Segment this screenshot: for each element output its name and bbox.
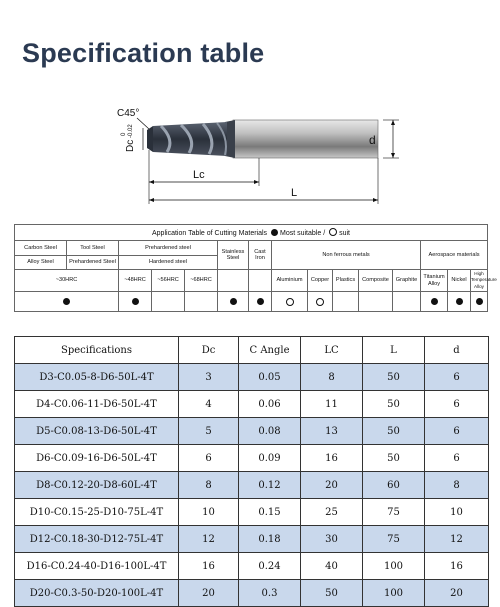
table-row: D20-C0.3-50-D20-100L-4T 20 0.3 50 100 20 — [15, 580, 489, 607]
table-row: D10-C0.15-25-D10-75L-4T 10 0.15 25 75 10 — [15, 499, 489, 526]
suit-ring-icon — [329, 228, 337, 236]
group-tool: Tool Steel — [67, 241, 119, 255]
page-title: Specification table — [22, 38, 265, 68]
l-label: L — [291, 187, 298, 199]
suitable-dot-icon — [257, 298, 264, 305]
sub-hardened: Hardened steel — [119, 255, 218, 269]
group-aerospace: Aerospace materials — [421, 241, 488, 270]
shank — [233, 120, 378, 158]
header-d: d — [425, 337, 489, 364]
header-dc: Dc — [179, 337, 239, 364]
sub-graphite: Graphite — [393, 270, 421, 292]
most-suitable-dot-icon — [271, 229, 278, 236]
suitable-dot-icon — [63, 298, 70, 305]
application-title: Application Table of Cutting Materials Most suitable / suit — [15, 225, 488, 241]
dc-tol: -0.02 — [128, 124, 134, 138]
table-row: D12-C0.18-30-D12-75L-4T 12 0.18 30 75 12 — [15, 526, 489, 553]
header-specifications: Specifications — [15, 337, 179, 364]
chamfer-label: C45° — [117, 108, 140, 119]
table-row: D6-C0.09-16-D6-50L-4T 6 0.09 16 50 6 — [15, 445, 489, 472]
application-table — [14, 224, 497, 312]
sub-titanium: Titanium Alloy — [421, 270, 448, 292]
table-row: D8-C0.12-20-D8-60L-4T 8 0.12 20 60 8 — [15, 472, 489, 499]
suitable-dot-icon — [456, 298, 463, 305]
group-carbon: Carbon Steel — [15, 241, 67, 255]
hardness-68: ~68HRC — [185, 270, 218, 292]
suit-ring-icon — [286, 298, 294, 306]
dc-tol-zero: 0 — [121, 132, 127, 136]
table-row: D4-C0.06-11-D6-50L-4T 4 0.06 11 50 6 — [15, 391, 489, 418]
header-c-angle: C Angle — [239, 337, 301, 364]
table-row: D16-C0.24-40-D16-100L-4T 16 0.24 40 100 16 — [15, 553, 489, 580]
dc-label: Dc — [125, 139, 136, 152]
sub-aluminium: Aluminium — [272, 270, 308, 292]
d-label: d — [369, 133, 376, 147]
sub-prehardened: Prehardened Steel — [67, 255, 119, 269]
hardness-30: ~30HRC — [15, 270, 119, 292]
header-l: L — [363, 337, 425, 364]
suit-ring-icon — [316, 298, 324, 306]
sub-plastics: Plastics — [333, 270, 359, 292]
group-cast: Cast Iron — [249, 241, 272, 270]
specifications-table — [14, 336, 488, 607]
sub-composite: Composite — [359, 270, 393, 292]
group-nonferrous: Non ferrous metals — [272, 241, 421, 270]
spec-header-row — [15, 337, 489, 364]
hardness-56: ~56HRC — [152, 270, 185, 292]
tool-tip — [147, 126, 153, 152]
sub-nickel: Nickel — [448, 270, 471, 292]
sub-copper: Copper — [308, 270, 333, 292]
sub-alloy: Alloy Steel — [15, 255, 67, 269]
hardness-48: ~48HRC — [119, 270, 152, 292]
group-stainless: Stainless Steel — [218, 241, 249, 270]
end-mill-drawing — [105, 100, 405, 210]
group-prehardened: Prehardened steel — [119, 241, 218, 255]
suitable-dot-icon — [230, 298, 237, 305]
lc-label: Lc — [193, 169, 205, 181]
table-row: D3-C0.05-8-D6-50L-4T 3 0.05 8 50 6 — [15, 364, 489, 391]
suitable-dot-icon — [431, 298, 438, 305]
sub-hightemp: High Temperature Alloy — [471, 270, 488, 292]
suitable-dot-icon — [476, 298, 483, 305]
table-row: D5-C0.08-13-D6-50L-4T 5 0.08 13 50 6 — [15, 418, 489, 445]
suitable-dot-icon — [132, 298, 139, 305]
header-lc: LC — [301, 337, 363, 364]
